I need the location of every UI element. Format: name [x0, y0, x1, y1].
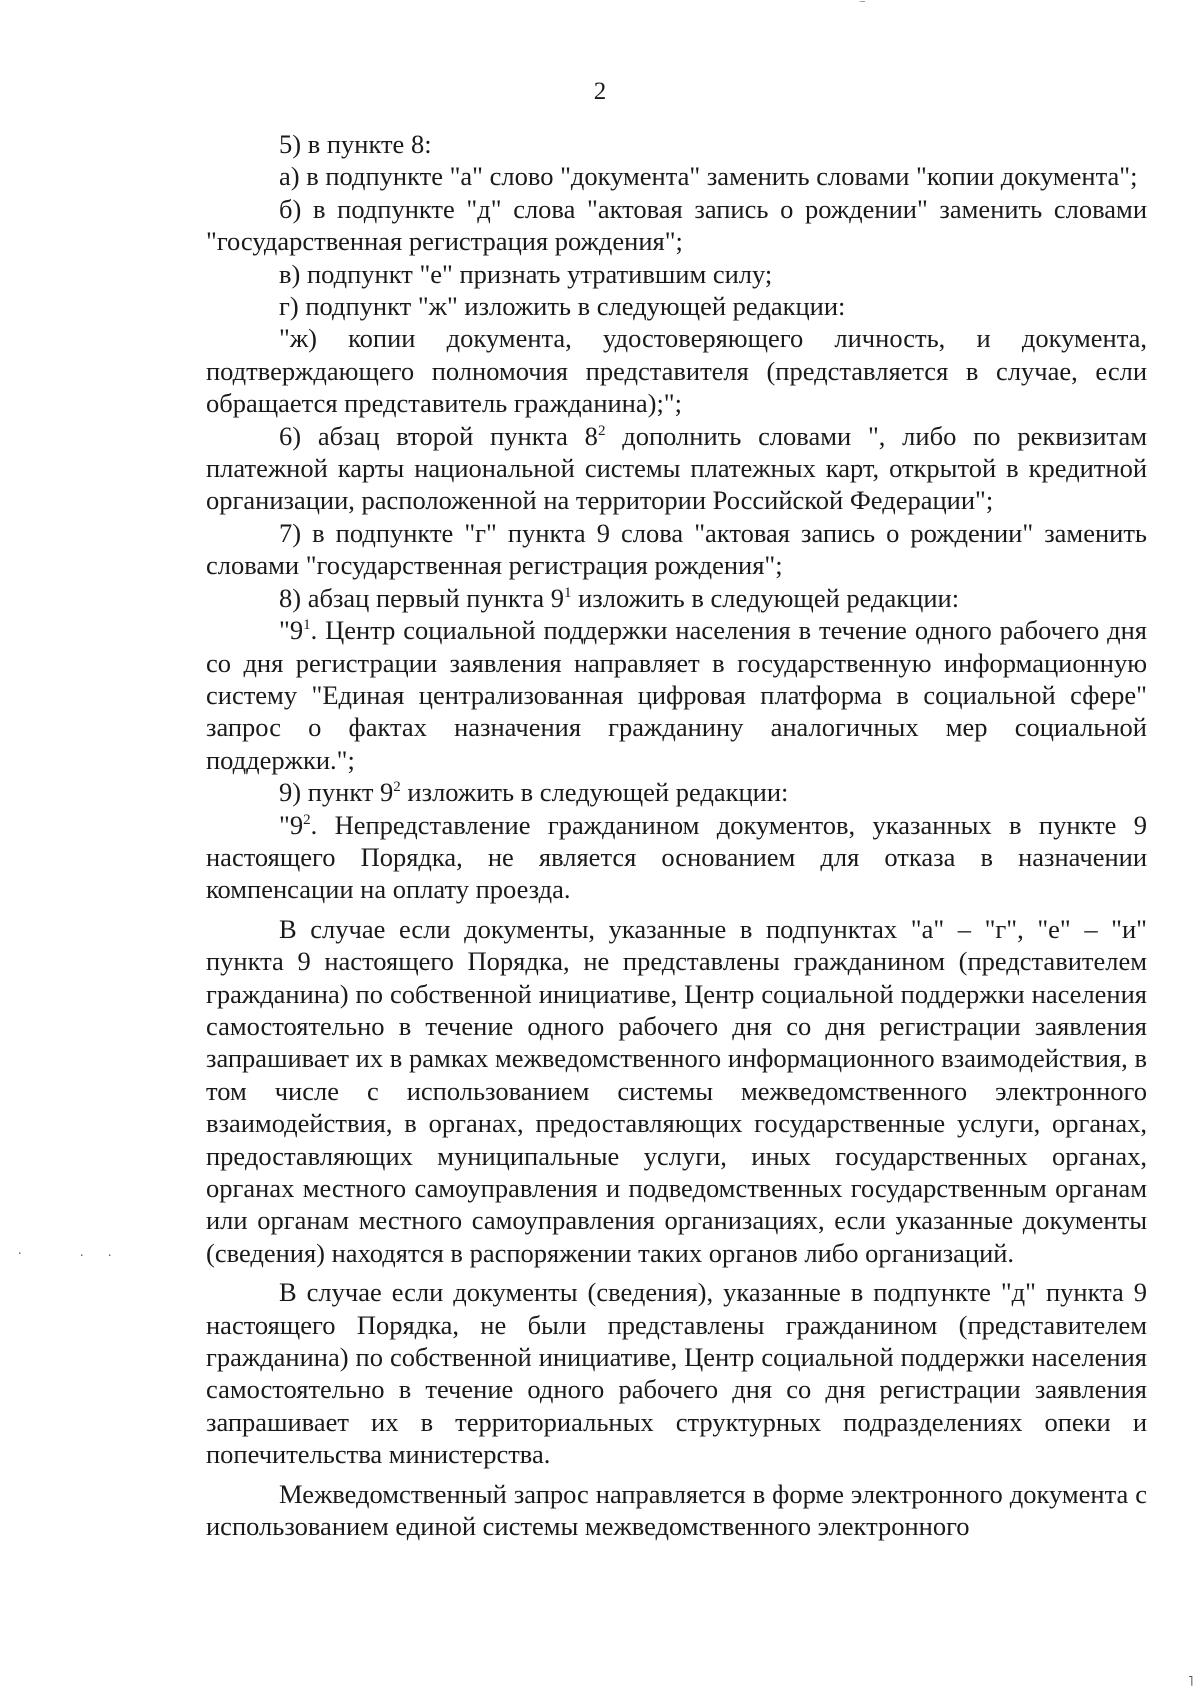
paragraph: В случае если документы (сведения), указанные в подпункте "д" пункта 9 настоящего Порядка, не были представлены гражданином (представителем гражданина) по собственной инициативе, Центр социальной поддержки населения самостоятельно в течение одного рабочего дня со дня регистрации заявления запрашивает их в территориальных структурных подразделениях опеки и попечительства министерства. — [206, 1277, 1147, 1470]
paragraph: В случае если документы, указанные в подпунктах "а" – "г", "е" – "и" пункта 9 настоящего Порядка, не представлены гражданином (представителем гражданина) по собственной инициативе, Центр социальной поддержки населения самостоятельно в течение одного рабочего дня со дня регистрации заявления запрашивает их в рамках межведомственного информационного взаимодействия, в том числе с использованием системы межведомственного электронного взаимодействия, в органах, предоставляющих государственные услуги, органах, предоставляющих муниципальные услуги, иных государственных органах, органах местного самоуправления и подведомственных государственным органам или органам местного самоуправления организациях, если указанные документы (сведения) находятся в распоряжении таких органов либо организаций. — [206, 913, 1147, 1268]
paragraph: Межведомственный запрос направляется в форме электронного документа с использованием единой системы межведомственного электронного — [206, 1478, 1147, 1542]
paragraph: а) в подпункте "а" слово "документа" заменить словами "копии документа"; — [279, 161, 1138, 192]
superscript: 1 — [303, 617, 311, 634]
scan-mark: ‾ — [860, 1, 865, 16]
paragraph — [206, 614, 1147, 776]
paragraph-text: 6) абзац второй пункта 8 — [279, 420, 598, 451]
paragraph — [206, 420, 1147, 517]
page-number: 2 — [593, 78, 607, 105]
paragraph-text: 9) пункт 9 — [279, 777, 394, 808]
paragraph: "ж) копии документа, удостоверяющего личность, и документа, подтверждающего полномочия представителя (представляется в случае, если обращается представитель гражданина);"; — [206, 323, 1147, 419]
superscript: 1 — [563, 584, 572, 601]
paragraph-text: изложить в следующей редакции: — [571, 582, 960, 613]
scan-mark: . — [80, 1245, 84, 1260]
paragraph: 5) в пункте 8: — [279, 129, 432, 159]
paragraph-text: "9 — [279, 615, 304, 646]
superscript: 2 — [597, 422, 606, 439]
paragraph-text: . Непредставление гражданином документов, указанных в пункте 9 настоящего Порядка, не является основанием для отказа в назначении компенсации на оплату проезда. — [206, 809, 1147, 905]
paragraph-text: . Центр социальной поддержки населения в течение одного рабочего дня со дня регистрации заявления направляет в государственную информационную систему "Единая централизованная цифровая платформа в социальной сфере" запрос о фактах назначения гражданину аналогичных мер социальной поддержки."; — [206, 615, 1147, 775]
paragraph: в) подпункт "е" признать утратившим силу; — [279, 258, 773, 289]
paragraph-text: 8) абзац первый пункта 9 — [279, 582, 564, 613]
paragraph — [206, 776, 1147, 808]
superscript: 2 — [393, 779, 401, 796]
scan-mark: . — [18, 1243, 22, 1258]
paragraph: 7) в подпункте "г" пункта 9 слова "актовая запись о рождении" заменить словами "государственная регистрация рождения"; — [206, 517, 1147, 581]
paragraph-text: "9 — [279, 809, 304, 840]
document-body — [206, 128, 1147, 1542]
paragraph-text: дополнить словами ", либо по реквизитам платежной карты национальной системы платежных карт, открытой в кредитной организации, расположенной на территории Российской Федерации"; — [206, 420, 1147, 516]
scan-mark: . — [108, 1245, 112, 1260]
paragraph-text: изложить в следующей редакции: — [400, 777, 789, 808]
paragraph — [206, 809, 1147, 906]
superscript: 2 — [303, 811, 311, 828]
paragraph: г) подпункт "ж" изложить в следующей редакции: — [279, 291, 846, 322]
paragraph: б) в подпункте "д" слова "актовая запись о рождении" заменить словами "государственная регистрация рождения"; — [206, 193, 1147, 257]
paragraph — [206, 582, 1147, 614]
scan-mark: ˥ — [1188, 1675, 1194, 1690]
